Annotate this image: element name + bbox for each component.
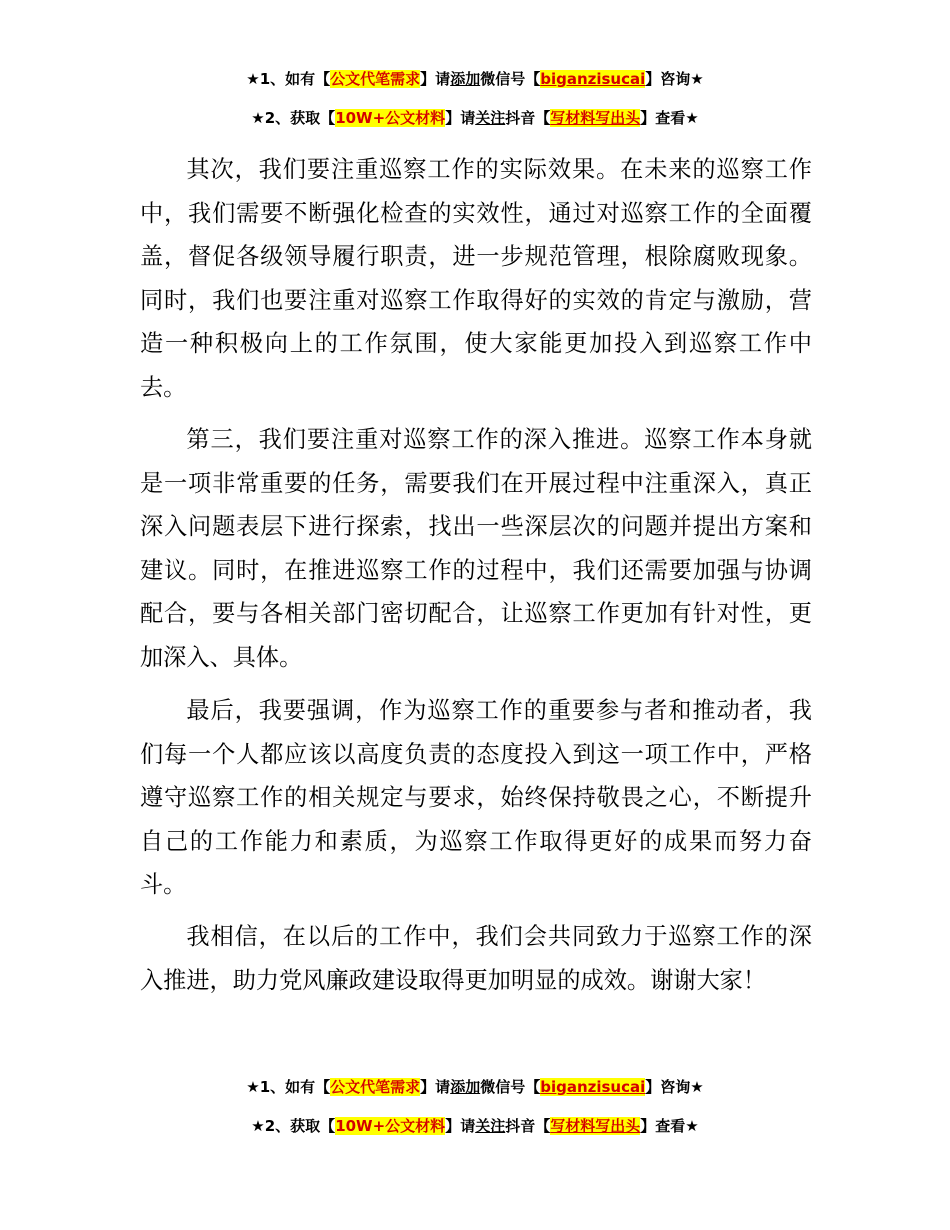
promo-text: ★1、如有【 [246, 70, 331, 88]
promo-line-2-bottom [0, 1115, 950, 1137]
body-paragraph-2: 第三，我们要注重对巡察工作的深入推进。巡察工作本身就是一项非常重要的任务，需要我们在开展过程中注重深入，真正深入问题表层下进行探索，找出一些深层次的问题并提出方案和建议。同时，在推进巡察工作的过程中，我们还需要加强与协调配合，要与各相关部门密切配合，让巡察工作更加有针对性，更加深入、具体。 [140, 426, 812, 671]
body-paragraph-3: 最后，我要强调，作为巡察工作的重要参与者和推动者，我们每一个人都应该以高度负责的态度投入到这一项工作中，严格遵守巡察工作的相关规定与要求，始终保持敬畏之心，不断提升自己的工作能力和素质，为巡察工作取得更好的成果而努力奋斗。 [140, 697, 812, 899]
promo-underlined: 添加 [450, 1078, 481, 1096]
promo-text: ★2、获取【 [251, 1117, 336, 1135]
body-paragraph-4: 我相信，在以后的工作中，我们会共同致力于巡察工作的深入推进，助力党风廉政建设取得更加明显的成效。谢谢大家！ [140, 923, 812, 994]
promo-highlight: 公文代笔需求 [330, 1078, 421, 1096]
promo-text: 】咨询★ [645, 1078, 704, 1096]
wechat-id-link[interactable]: biganzisucai [540, 70, 646, 88]
promo-underlined: 关注 [475, 109, 506, 127]
promo-text: 】请 [445, 1117, 476, 1135]
promo-text: 】请 [420, 70, 451, 88]
wechat-id-link[interactable]: biganzisucai [540, 1078, 646, 1096]
promo-text: 】查看★ [640, 1117, 699, 1135]
promo-line-1-bottom [0, 1076, 950, 1098]
promo-text: 微信号【 [480, 1078, 541, 1096]
douyin-account-link[interactable]: 写材料写出头 [550, 1117, 641, 1135]
promo-highlight: 10W+公文材料 [335, 1117, 446, 1135]
promo-text: 】咨询★ [645, 70, 704, 88]
promo-text: 抖音【 [505, 1117, 551, 1135]
promo-highlight: 公文代笔需求 [330, 70, 421, 88]
promo-text: 】查看★ [640, 109, 699, 127]
promo-underlined: 关注 [475, 1117, 506, 1135]
promo-text: 】请 [445, 109, 476, 127]
promo-text: 抖音【 [505, 109, 551, 127]
promo-line-2-top [0, 107, 950, 129]
promo-text: ★2、获取【 [251, 109, 336, 127]
douyin-account-link[interactable]: 写材料写出头 [550, 109, 641, 127]
promo-underlined: 添加 [450, 70, 481, 88]
promo-highlight: 10W+公文材料 [335, 109, 446, 127]
promo-text: 】请 [420, 1078, 451, 1096]
promo-text: ★1、如有【 [246, 1078, 331, 1096]
promo-text: 微信号【 [480, 70, 541, 88]
promo-line-1-top [0, 68, 950, 90]
body-paragraph-1: 其次，我们要注重巡察工作的实际效果。在未来的巡察工作中，我们需要不断强化检查的实效性，通过对巡察工作的全面覆盖，督促各级领导履行职责，进一步规范管理，根除腐败现象。同时，我们也要注重对巡察工作取得好的实效的肯定与激励，营造一种积极向上的工作氛围，使大家能更加投入到巡察工作中去。 [140, 156, 812, 401]
